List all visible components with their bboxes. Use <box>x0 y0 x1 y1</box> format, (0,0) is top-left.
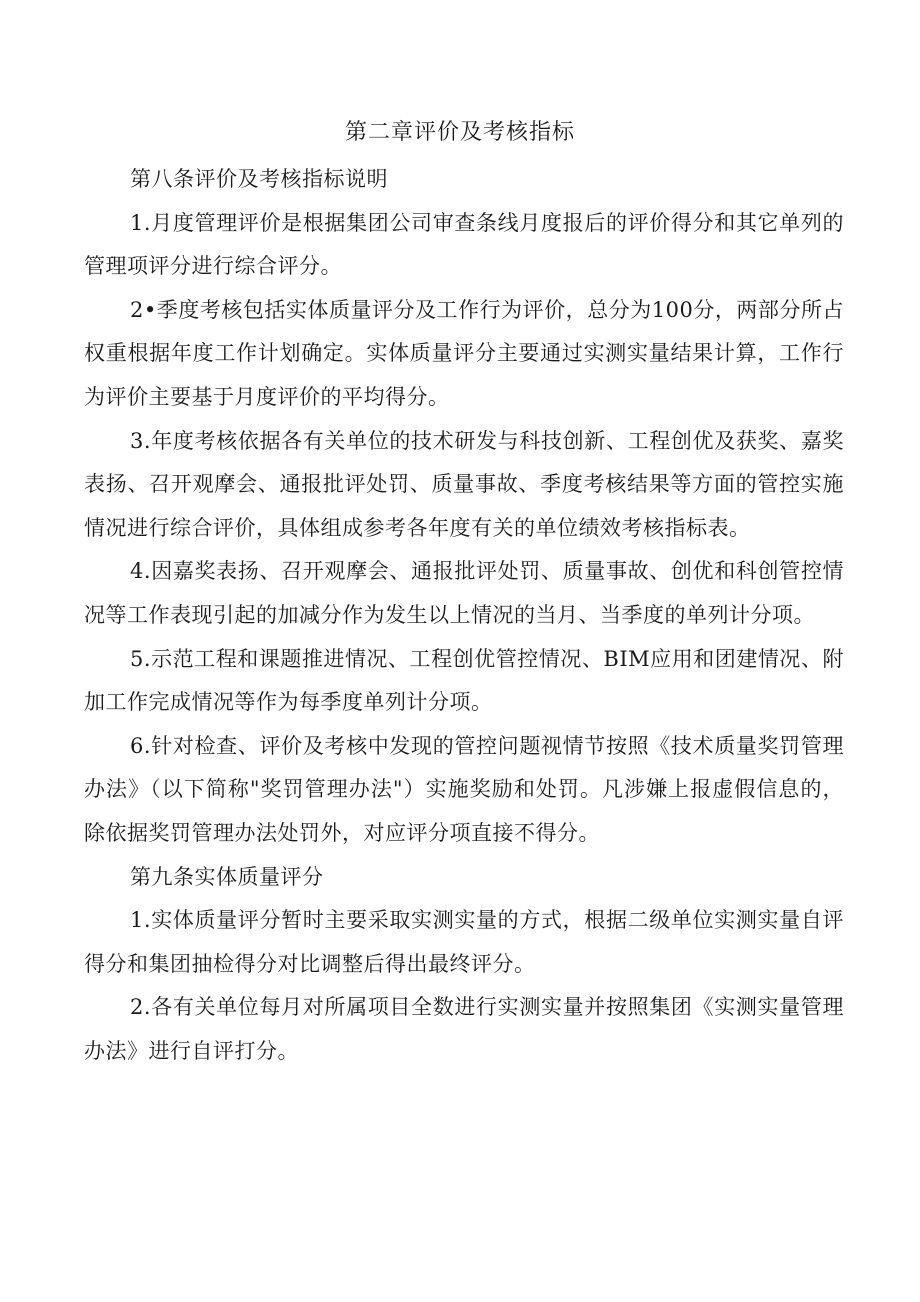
chapter-title: 第二章评价及考核指标 <box>344 120 575 145</box>
section-heading-article-8: 第八条评价及考核指标说明 <box>130 167 388 191</box>
paragraph-self-assessment: 2.各有关单位每月对所属项目全数进行实测实量并按照集团《实测实量管理办法》进行自评打分。 <box>84 995 844 1063</box>
paragraph-bonus-penalty-items: 4.因嘉奖表扬、召开观摩会、通报批评处罚、质量事故、创优和科创管控情况等工作表现引起的加减分作为发生以上情况的当月、当季度的单列计分项。 <box>84 559 844 627</box>
document-body <box>84 158 844 1073</box>
paragraph-measurement-method: 1.实体质量评分暂时主要采取实测实量的方式，根据二级单位实测实量自评得分和集团抽检得分对比调整后得出最终评分。 <box>84 908 844 976</box>
section-heading-article-9: 第九条实体质量评分 <box>130 864 324 889</box>
paragraph-annual-assessment: 3.年度考核依据各有关单位的技术研发与科技创新、工程创优及获奖、嘉奖表扬、召开观摩会、通报批评处罚、质量事故、季度考核结果等方面的管控实施情况进行综合评价，具体组成参考各年度有关的单位绩效考核指标表。 <box>84 428 844 540</box>
paragraph-quarterly-assessment: 2•季度考核包括实体质量评分及工作行为评价，总分为100分，两部分所占权重根据年度工作计划确定。实体质量评分主要通过实测实量结果计算，工作行为评价主要基于月度评价的平均得分。 <box>84 297 844 409</box>
paragraph-rewards-and-penalties: 6.针对检查、评价及考核中发现的管控问题视情节按照《技术质量奖罚管理办法》（以下简称"奖罚管理办法"）实施奖励和处罚。凡涉嫌上报虚假信息的，除依据奖罚管理办法处罚外，对应评分项直接不得分。 <box>84 733 844 845</box>
paragraph-separate-scoring-items: 5.示范工程和课题推进情况、工程创优管控情况、BIM应用和团建情况、附加工作完成情况等作为每季度单列计分项。 <box>84 646 844 715</box>
paragraph-monthly-evaluation: 1.月度管理评价是根据集团公司审查条线月度报后的评价得分和其它单列的管理项评分进行综合评分。 <box>84 210 844 279</box>
